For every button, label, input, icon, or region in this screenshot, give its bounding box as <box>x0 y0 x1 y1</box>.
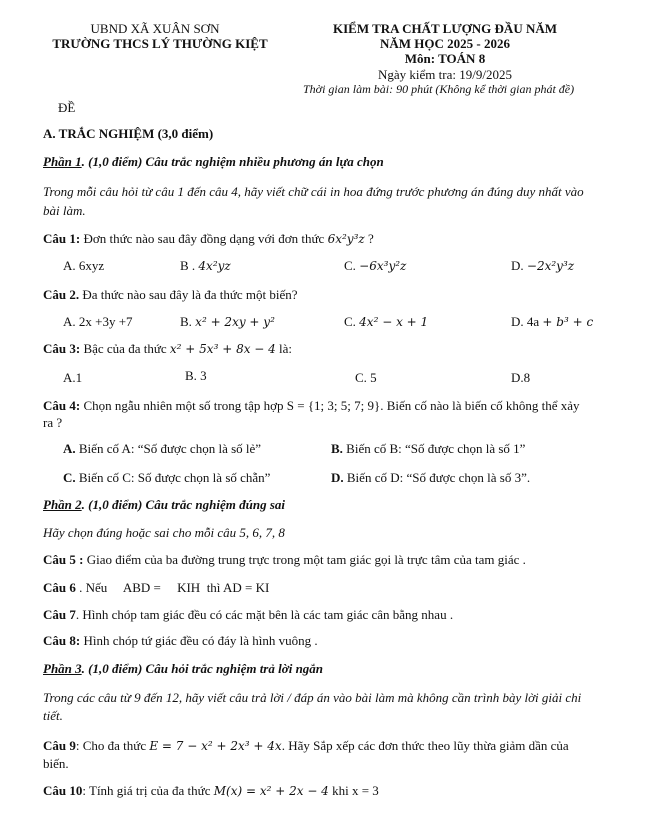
q5-text: Giao điểm của ba đường trung trực trong một tam giác gọi là trực tâm của tam giác . <box>86 552 526 567</box>
q10-text1: : Tính giá trị của đa thức <box>82 783 211 798</box>
q3-tail: là: <box>279 341 293 356</box>
q3-text: Bậc của đa thức <box>83 341 167 356</box>
q3-option-d: D.8 <box>511 370 531 385</box>
q3-option-a: A.1 <box>63 370 83 385</box>
q2-label: Câu 2. <box>43 287 80 302</box>
part1-instruction: Trong mỗi câu hỏi từ câu 1 đến câu 4, hãy viết chữ cái in hoa đứng trước phương án đúng duy nhất vào bài làm. <box>43 184 584 218</box>
q2-option-d: D. 4a + b³ + c <box>511 314 594 329</box>
q2-option-c: C. 4x² − x + 1 <box>344 314 429 329</box>
part3-instruction: Trong các câu từ 9 đến 12, hãy viết câu trả lời / đáp án vào bài làm mà không cần trình bày lời giải chi tiết. <box>43 690 582 723</box>
header-school-year: NĂM HỌC 2025 - 2026 <box>380 36 510 51</box>
q10 <box>43 783 379 799</box>
q4-option-c: C. Biến cố C: Số được chọn là số chẵn” <box>63 470 271 485</box>
q7-label: Câu 7 <box>43 607 76 622</box>
part2-label: Phần 2 <box>43 497 82 512</box>
part1-label: Phần 1 <box>43 154 82 169</box>
q9-label: Câu 9 <box>43 738 76 753</box>
q4-option-a: A. Biến cố A: “Số được chọn là số lẻ” <box>63 441 262 456</box>
q9-expr: E = 7 − x² + 2x³ + 4x <box>149 739 282 753</box>
q9 <box>43 737 593 773</box>
part3-label: Phần 3 <box>43 661 82 676</box>
q3-option-c: C. 5 <box>355 370 377 385</box>
q7 <box>43 607 453 623</box>
q5-label: Câu 5 : <box>43 552 84 567</box>
q4-text: Chọn ngẫu nhiên một số trong tập hợp S = {1; 3; 5; 7; 9}. Biến cố nào là biến cố không thể xảy ra ? <box>43 398 580 430</box>
q6 <box>43 580 269 596</box>
q10-text2: khi x = 3 <box>332 783 379 798</box>
q1-option-d: D. −2x²y³z <box>511 258 575 273</box>
q6-text: . Nếu ABD = KIH thì AD = KI <box>79 580 270 595</box>
q6-label: Câu 6 <box>43 580 76 595</box>
q4-option-d: D. Biến cố D: “Số được chọn là số 3”. <box>331 470 531 485</box>
part3-heading <box>43 661 323 677</box>
header-school-name: TRƯỜNG THCS LÝ THƯỜNG KIỆT <box>52 36 268 51</box>
q7-text: . Hình chóp tam giác đều có các mặt bên là các tam giác cân bằng nhau . <box>75 607 454 622</box>
part2-heading <box>43 497 285 513</box>
q3-stem <box>43 341 292 357</box>
q1-stem <box>43 231 374 247</box>
part2-title: . (1,0 điểm) Câu trắc nghiệm đúng sai <box>81 497 285 512</box>
q3-option-b: B. 3 <box>185 368 207 383</box>
part2-instruction: Hãy chọn đúng hoặc sai cho mỗi câu 5, 6, 7, 8 <box>43 525 285 540</box>
q10-label: Câu 10 <box>43 783 83 798</box>
q2-option-a: A. 2x +3y +7 <box>63 314 133 329</box>
part1-heading <box>43 154 384 170</box>
header-date: Ngày kiểm tra: 19/9/2025 <box>378 67 512 82</box>
q8-label: Câu 8: <box>43 633 81 648</box>
header-duration: Thời gian làm bài: 90 phút (Không kể thời gian phát đề) <box>303 82 575 96</box>
q4-label: Câu 4: <box>43 398 81 413</box>
part3-title: . (1,0 điểm) Câu hỏi trắc nghiệm trả lời ngắn <box>81 661 324 676</box>
q5 <box>43 552 526 568</box>
q1-expr: 6x²y³z <box>327 232 365 246</box>
q4-option-b: B. Biến cố B: “Số được chọn là số 1” <box>331 441 526 456</box>
q2-option-b: B. x² + 2xy + y² <box>180 314 275 329</box>
q4-stem <box>43 397 588 431</box>
q1-option-c: C. −6x³y²z <box>344 258 407 273</box>
q9-text2: . Hãy Sắp xếp các đơn thức theo lũy thừa giảm dần của biến. <box>43 738 569 771</box>
q10-expr: M(x) = x² + 2x − 4 <box>213 784 329 798</box>
q2-text: Đa thức nào sau đây là đa thức một biến? <box>82 287 298 302</box>
q1-option-b: B . 4x²yz <box>180 258 231 273</box>
q3-expr: x² + 5x³ + 8x − 4 <box>169 342 276 356</box>
header-left-line1: UBND XÃ XUÂN SƠN <box>90 21 220 36</box>
q1-label: Câu 1: <box>43 231 81 246</box>
q8 <box>43 633 318 649</box>
section-a-title: A. TRẮC NGHIỆM (3,0 điểm) <box>43 126 214 141</box>
q3-label: Câu 3: <box>43 341 81 356</box>
q9-text1: : Cho đa thức <box>75 738 147 753</box>
header-subject: Môn: TOÁN 8 <box>404 51 486 66</box>
q1-tail: ? <box>367 231 374 246</box>
q2-stem <box>43 287 298 303</box>
q1-option-a: A. 6xyz <box>63 258 105 273</box>
q8-text: Hình chóp tứ giác đều có đáy là hình vuông . <box>83 633 318 648</box>
header-exam-title: KIỂM TRA CHẤT LƯỢNG ĐẦU NĂM <box>332 21 558 36</box>
part1-title: . (1,0 điểm) Câu trắc nghiệm nhiều phương án lựa chọn <box>81 154 384 169</box>
q1-text: Đơn thức nào sau đây đồng dạng với đơn thức <box>83 231 325 246</box>
de-label: ĐỀ <box>58 100 76 115</box>
